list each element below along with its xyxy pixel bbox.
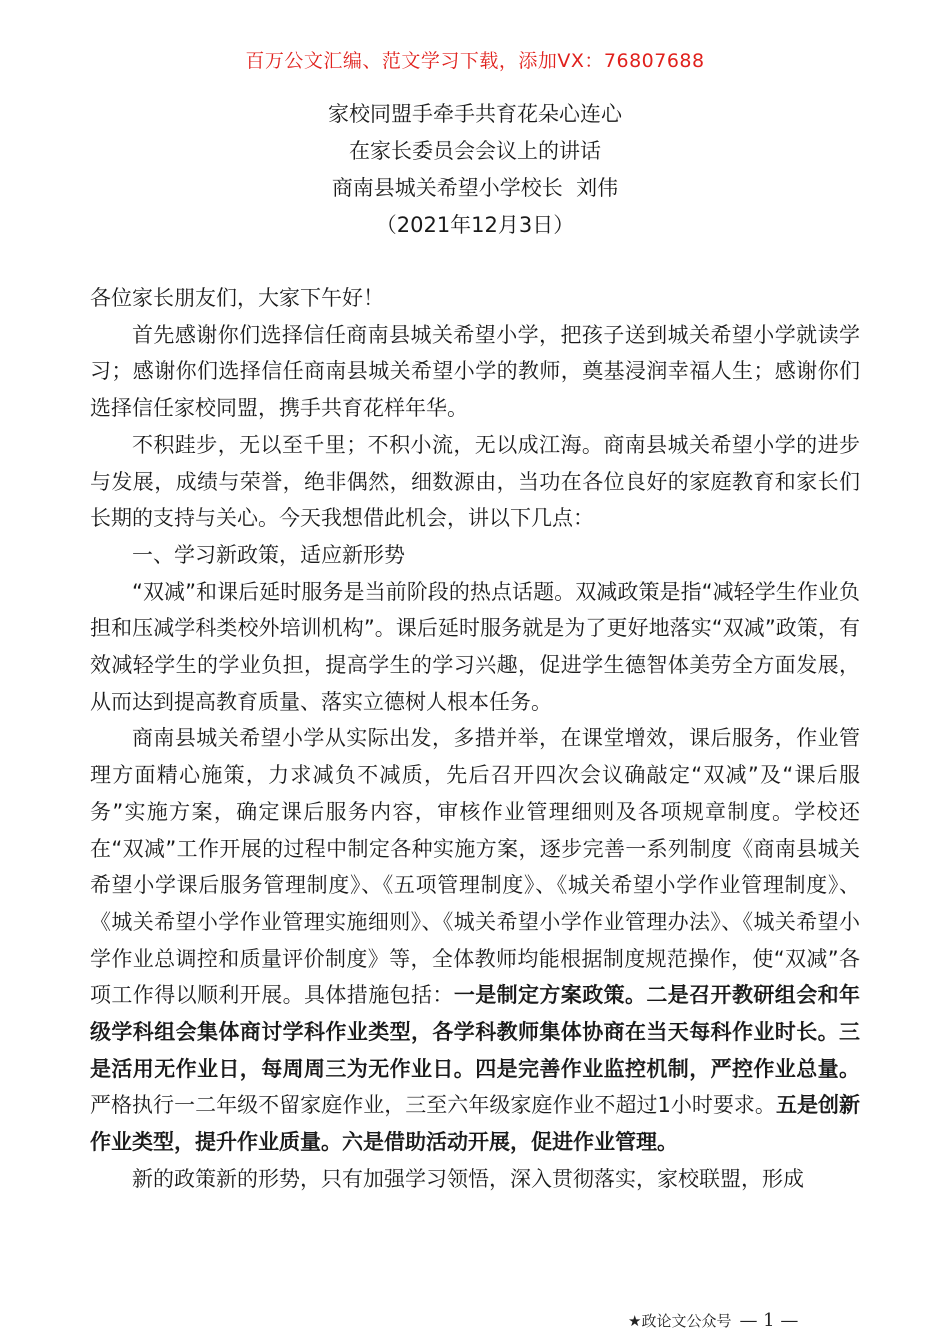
paragraph: 新的政策新的形势，只有加强学习领悟，深入贯彻落实，家校联盟，形成	[132, 1166, 804, 1191]
section-heading: 一、学习新政策，适应新形势	[132, 542, 405, 567]
paragraph-text: 严格执行一二年级不留家庭作业，三至六年级家庭作业不超过1小时要求。	[90, 1093, 776, 1118]
document-title: 家校同盟手牵手共育花朵心连心	[328, 102, 622, 126]
paragraph: 首先感谢你们选择信任商南县城关希望小学，把孩子送到城关希望小学就读学习；感谢你们选择信任商南县城关希望小学的教师，奠基浸润幸福人生；感谢你们选择信任家校同盟，携手共育花样年华。	[90, 322, 860, 421]
paragraph	[90, 720, 860, 1160]
page-footer	[628, 1310, 798, 1331]
paragraph: “双减”和课后延时服务是当前阶段的热点话题。双减政策是指“减轻学生作业负担和压减学科类校外培训机构”。课后延时服务就是为了更好地落实“双减”政策，有效减轻学生的学业负担，提高学生的学习兴趣，促进学生德智体美劳全方面发展，从而达到提高教育质量、落实立德树人根本任务。	[90, 579, 860, 714]
document-subtitle: 在家长委员会会议上的讲话	[349, 139, 601, 163]
document-author: 商南县城关希望小学校长 刘伟	[331, 176, 619, 200]
watermark-banner: 百万公文汇编、范文学习下载，添加VX：76807688	[245, 50, 705, 72]
greeting: 各位家长朋友们，大家下午好！	[90, 286, 384, 310]
page-number: — 1 —	[739, 1310, 799, 1331]
footer-label: ★政论文公众号	[628, 1312, 732, 1330]
document-date: （2021年12月3日）	[375, 213, 575, 237]
bold-measures: 五是创新作业类型，提升作业质量。六是借助活动开展，促进作业管理。	[90, 1093, 861, 1155]
document-title-block	[0, 96, 950, 244]
bold-measures: 一是制定方案政策。二是召开教研组会和年级学科组会集体商讨学科作业类型，各学科教师集体协商在当天每科作业时长。三是活用无作业日，每周周三为无作业日。四是完善作业监控机制，严控作业总量。	[90, 983, 861, 1081]
paragraph-text: 商南县城关希望小学从实际出发，多措并举，在课堂增效，课后服务，作业管理方面精心施策，力求减负不减质，先后召开四次会议确敲定“双减”及“课后服务”实施方案，确定课后服务内容，审核作业管理细则及各项规章制度。学校还在“双减”工作开展的过程中制定各种实施方案，逐步完善一系列制度《商南县城关希望小学课后服务管理制度》、《五项管理制度》、《城关希望小学作业管理制度》、《城关希望小学作业管理实施细则》、《城关希望小学作业管理办法》、《城关希望小学作业总调控和质量评价制度》等，全体教师均能根据制度规范操作，使“双减”各项工作得以顺利开展。具体措施包括：	[90, 726, 860, 1008]
paragraph: 不积跬步，无以至千里；不积小流，无以成江海。商南县城关希望小学的进步与发展，成绩与荣誉，绝非偶然，细数源由，当功在各位良好的家庭教育和家长们长期的支持与关心。今天我想借此机会，讲以下几点：	[90, 432, 860, 531]
document-body	[90, 280, 860, 1198]
